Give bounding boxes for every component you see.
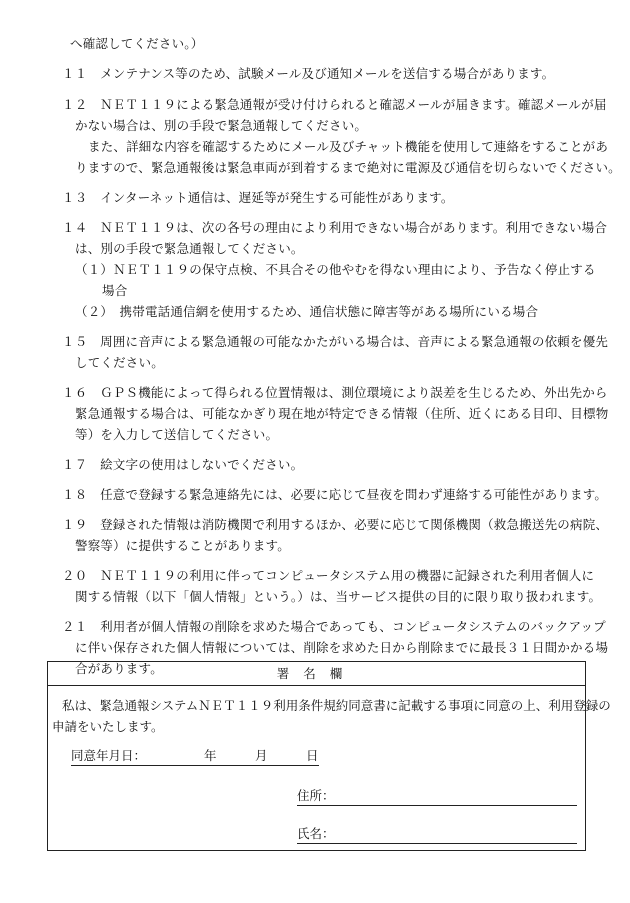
item-20-line-1: ２０ ＮＥＴ１１９の利用に伴ってコンピュータシステム用の機器に記録された利用者個人に <box>62 568 595 583</box>
consent-day-label: 日 <box>306 748 319 763</box>
address-label: 住所： <box>297 788 335 803</box>
item-16-line-3: 等）を入力して送信してください。 <box>75 427 279 442</box>
item-19-line-1: １９ 登録された情報は消防機関で利用するほか、必要に応じて関係機関（救急搬送先の病院、 <box>62 517 609 532</box>
item-20-line-2: 関する情報（以下「個人情報」という。）は、当サービス提供の目的に限り取り扱われます。 <box>75 589 602 604</box>
item-16-line-2: 緊急通報する場合は、可能なかぎり現在地が特定できる情報（住所、近くにある目印、目標物 <box>75 406 609 421</box>
item-11: １１ メンテナンス等のため、試験メール及び通知メールを送信する場合があります。 <box>62 66 555 81</box>
item-12-line-2: かない場合は、別の手段で緊急通報してください。 <box>75 118 368 133</box>
item-14-line-2: は、別の手段で緊急通報してください。 <box>75 241 304 256</box>
item-15-line-2: してください。 <box>75 355 164 370</box>
item-14-sub-2: （２） 携帯電話通信網を使用するため、通信状態に障害等がある場所にいる場合 <box>75 304 539 319</box>
item-14-sub-1-line-1: （１）ＮＥＴ１１９の保守点検、不具合その他やむを得ない理由により、予告なく停止する <box>75 262 596 277</box>
signature-statement-line-2: 申請をいたします。 <box>52 719 164 734</box>
item-18: １８ 任意で登録する緊急連絡先には、必要に応じて昼夜を問わず連絡する可能性があります。 <box>62 487 608 502</box>
item-14-line-1: １４ ＮＥＴ１１９は、次の各号の理由により利用できない場合があります。利用できない場合 <box>62 220 608 235</box>
item-16-line-1: １６ ＧＰＳ機能によって得られる位置情報は、測位環境により誤差を生じるため、外出先から <box>62 385 608 400</box>
item-12-line-3: また、詳細な内容を確認するためにメール及びチャット機能を使用して連絡をすることがあ <box>88 139 609 154</box>
item-13: １３ インターネット通信は、遅延等が発生する可能性があります。 <box>62 190 454 205</box>
signature-box <box>47 661 611 851</box>
item-21-line-3: 合があります。 <box>75 661 163 676</box>
name-label: 氏名： <box>297 826 335 841</box>
signature-header: 署名欄 <box>48 662 585 686</box>
item-17: １７ 絵文字の使用はしないでください。 <box>62 457 304 472</box>
item-12-line-4: りますので、緊急通報後は緊急車両が到着するまで絶対に電源及び通信を切らないでください。 <box>75 160 621 175</box>
item-21-line-1: ２１ 利用者が個人情報の削除を求めた場合であっても、コンピュータシステムのバックアップ <box>62 619 606 634</box>
item-12-line-1: １２ ＮＥＴ１１９による緊急通報が受け付けられると確認メールが届きます。確認メールが届 <box>62 97 607 112</box>
address-field-line[interactable] <box>297 805 577 806</box>
consent-date-underline[interactable] <box>71 765 319 766</box>
item-10-continuation: へ確認してください。） <box>70 36 204 51</box>
item-15-line-1: １５ 周囲に音声による緊急通報の可能なかたがいる場合は、音声による緊急通報の依頼を優先 <box>62 334 609 349</box>
signature-statement-line-1: 私は、緊急通報システムＮＥＴ１１９利用条件規約同意書に記載する事項に同意の上、利用登録の <box>62 698 611 713</box>
consent-date-label: 同意年月日： <box>71 748 147 763</box>
consent-month-label: 月 <box>255 748 268 763</box>
item-14-sub-1-line-2: 場合 <box>102 283 128 298</box>
consent-year-label: 年 <box>204 748 217 763</box>
name-field-line[interactable] <box>297 843 577 844</box>
item-19-line-2: 警察等）に提供することがあります。 <box>75 538 290 553</box>
item-21-line-2: に伴い保存された個人情報については、削除を求めた日から削除までに最長３１日間かかる場 <box>75 640 609 655</box>
